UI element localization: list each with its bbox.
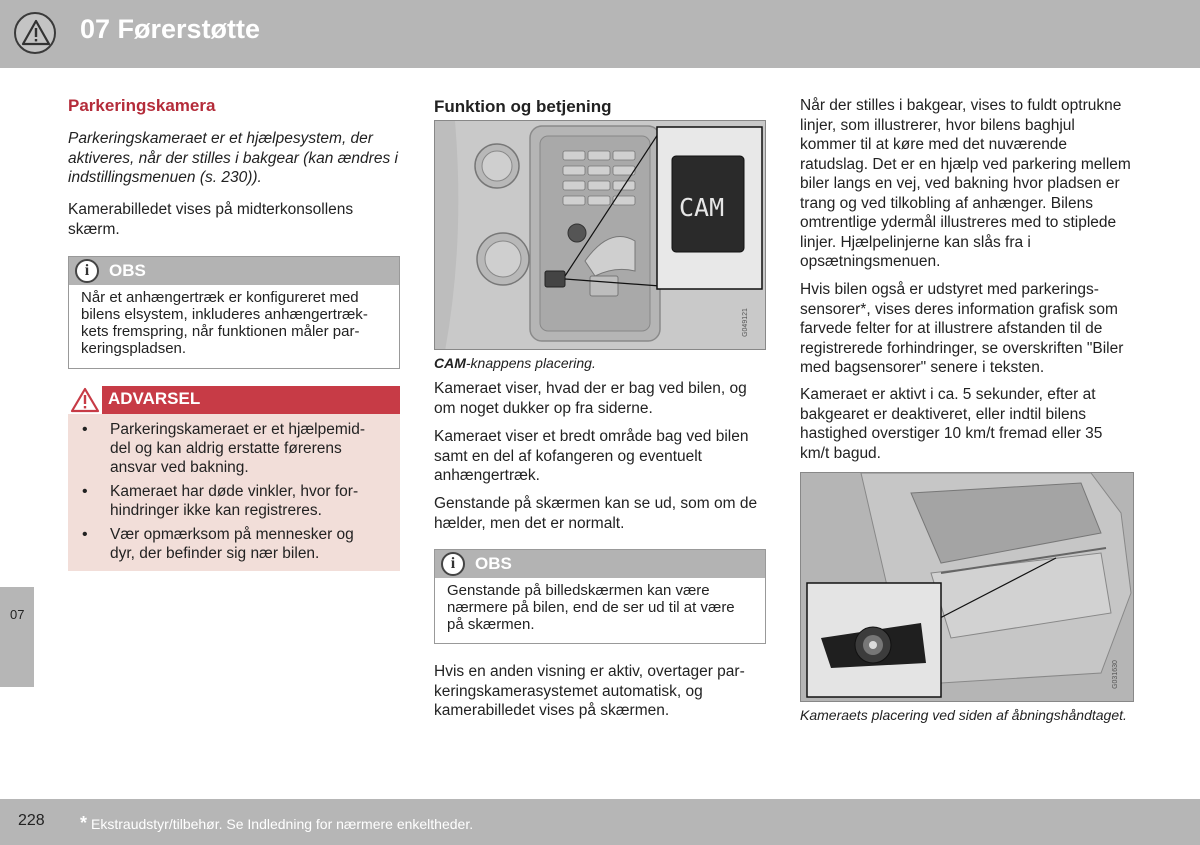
center-console-illustration — [434, 120, 766, 350]
info-icon: i — [441, 552, 465, 576]
list-item: • Vær opmærksom på mennesker og dyr, der befinder sig nær bilen. — [68, 525, 400, 563]
obs-text: Når et anhængertræk er konfigureret med bilens elsystem, inkluderes anhængertrækkets fremspring, når funktionen måler parkeringspladsen. — [81, 289, 368, 357]
chapter-header — [0, 0, 1200, 68]
warning-list — [68, 420, 400, 568]
section-title-parking-camera: Parkeringskamera — [68, 96, 216, 115]
figure-caption: Kameraets placering ved siden af åbningshåndtaget. — [800, 707, 1127, 723]
paragraph: Kameraet viser, hvad der er bag ved bilen, og om noget dukker op fra siderne. — [434, 380, 747, 417]
paragraph: Genstande på skærmen kan se ud, som om de hælder, men det er normalt. — [434, 495, 758, 532]
obs-text: Genstande på billedskærmen kan være nærmere på bilen, end de ser ud til at være på skærmen. — [447, 582, 735, 633]
footnote-text: Ekstraudstyr/tilbehør. Se Indledning for nærmere enkeltheder. — [91, 816, 474, 832]
page-number: 228 — [18, 812, 45, 829]
intro-paragraph: Parkeringskameraet er et hjælpesystem, der aktiveres, når der stilles i bakgear (kan ændres i indstillingsmenuen (s. 230)). — [68, 130, 398, 186]
figure-caption — [434, 355, 596, 371]
list-item: • Parkeringskameraet er et hjælpemiddel og kan aldrig erstatte førerens ansvar ved bakning. — [68, 420, 400, 477]
footnote — [80, 813, 473, 834]
paragraph: Når der stilles i bakgear, vises to fuldt optrukne linjer, som illustrerer, hvor bilens baghjul kommer til at køre med det nuværende ratudslag. Det er en hjælp ved parkering mellem biler langs en vej, ved bakning hvor pladsen er trang og ved tilkobling af anhænger. Bilens omtrentlige ydermål illustreres med to stiplede linjer. Hjælpelinjerne kan slås fra i opsætningsmenuen. — [800, 97, 1131, 270]
obs-label: OBS — [475, 554, 512, 573]
caption-text: -knappens placering. — [465, 355, 596, 371]
obs-label: OBS — [109, 261, 146, 280]
obs-header — [69, 257, 399, 285]
paragraph: Kamerabilledet vises på midterkonsollens skærm. — [68, 201, 354, 238]
rear-camera-illustration — [800, 472, 1134, 702]
chapter-side-tab[interactable] — [0, 587, 34, 687]
footnote-star: * — [80, 813, 88, 833]
info-icon: i — [75, 259, 99, 283]
paragraph: Hvis en anden visning er aktiv, overtager parkeringskamerasystemet automatisk, og kamerabilledet vises på skærmen. — [434, 663, 745, 719]
figure-code: G049121 — [741, 308, 749, 337]
warning-label: ADVARSEL — [108, 389, 201, 408]
warning-header — [68, 386, 400, 414]
list-item: • Kameraet har døde vinkler, hvor forhindringer ikke kan registreres. — [68, 482, 400, 520]
section-title-function: Funktion og betjening — [434, 97, 612, 116]
paragraph: Kameraet viser et bredt område bag ved bilen samt en del af kofangeren og eventuelt anhængertræk. — [434, 428, 749, 484]
chapter-title: 07 Førerstøtte — [80, 14, 261, 44]
obs-note-box — [68, 256, 400, 369]
figure-code: G031630 — [1111, 660, 1119, 689]
warning-triangle-icon — [14, 12, 56, 54]
obs-header — [435, 550, 765, 578]
paragraph: Hvis bilen også er udstyret med parkeringssensorer*, vises deres information grafisk som farvede felter for at illustrere afstanden til de registrerede forhindringer, se overskriften "Biler med bagsensorer" senere i teksten. — [800, 281, 1124, 376]
obs-note-box — [434, 549, 766, 644]
cam-button-label: CAM — [679, 193, 725, 222]
chapter-side-tab-label: 07 — [10, 607, 25, 622]
warning-triangle-icon — [68, 386, 102, 414]
paragraph: Kameraet er aktivt i ca. 5 sekunder, efter at bakgearet er deaktiveret, eller indtil bilens hastighed overstiger 10 km/t fremad eller 35 km/t bagud. — [800, 386, 1103, 462]
caption-bold: CAM — [434, 355, 466, 371]
warning-box — [68, 386, 400, 571]
